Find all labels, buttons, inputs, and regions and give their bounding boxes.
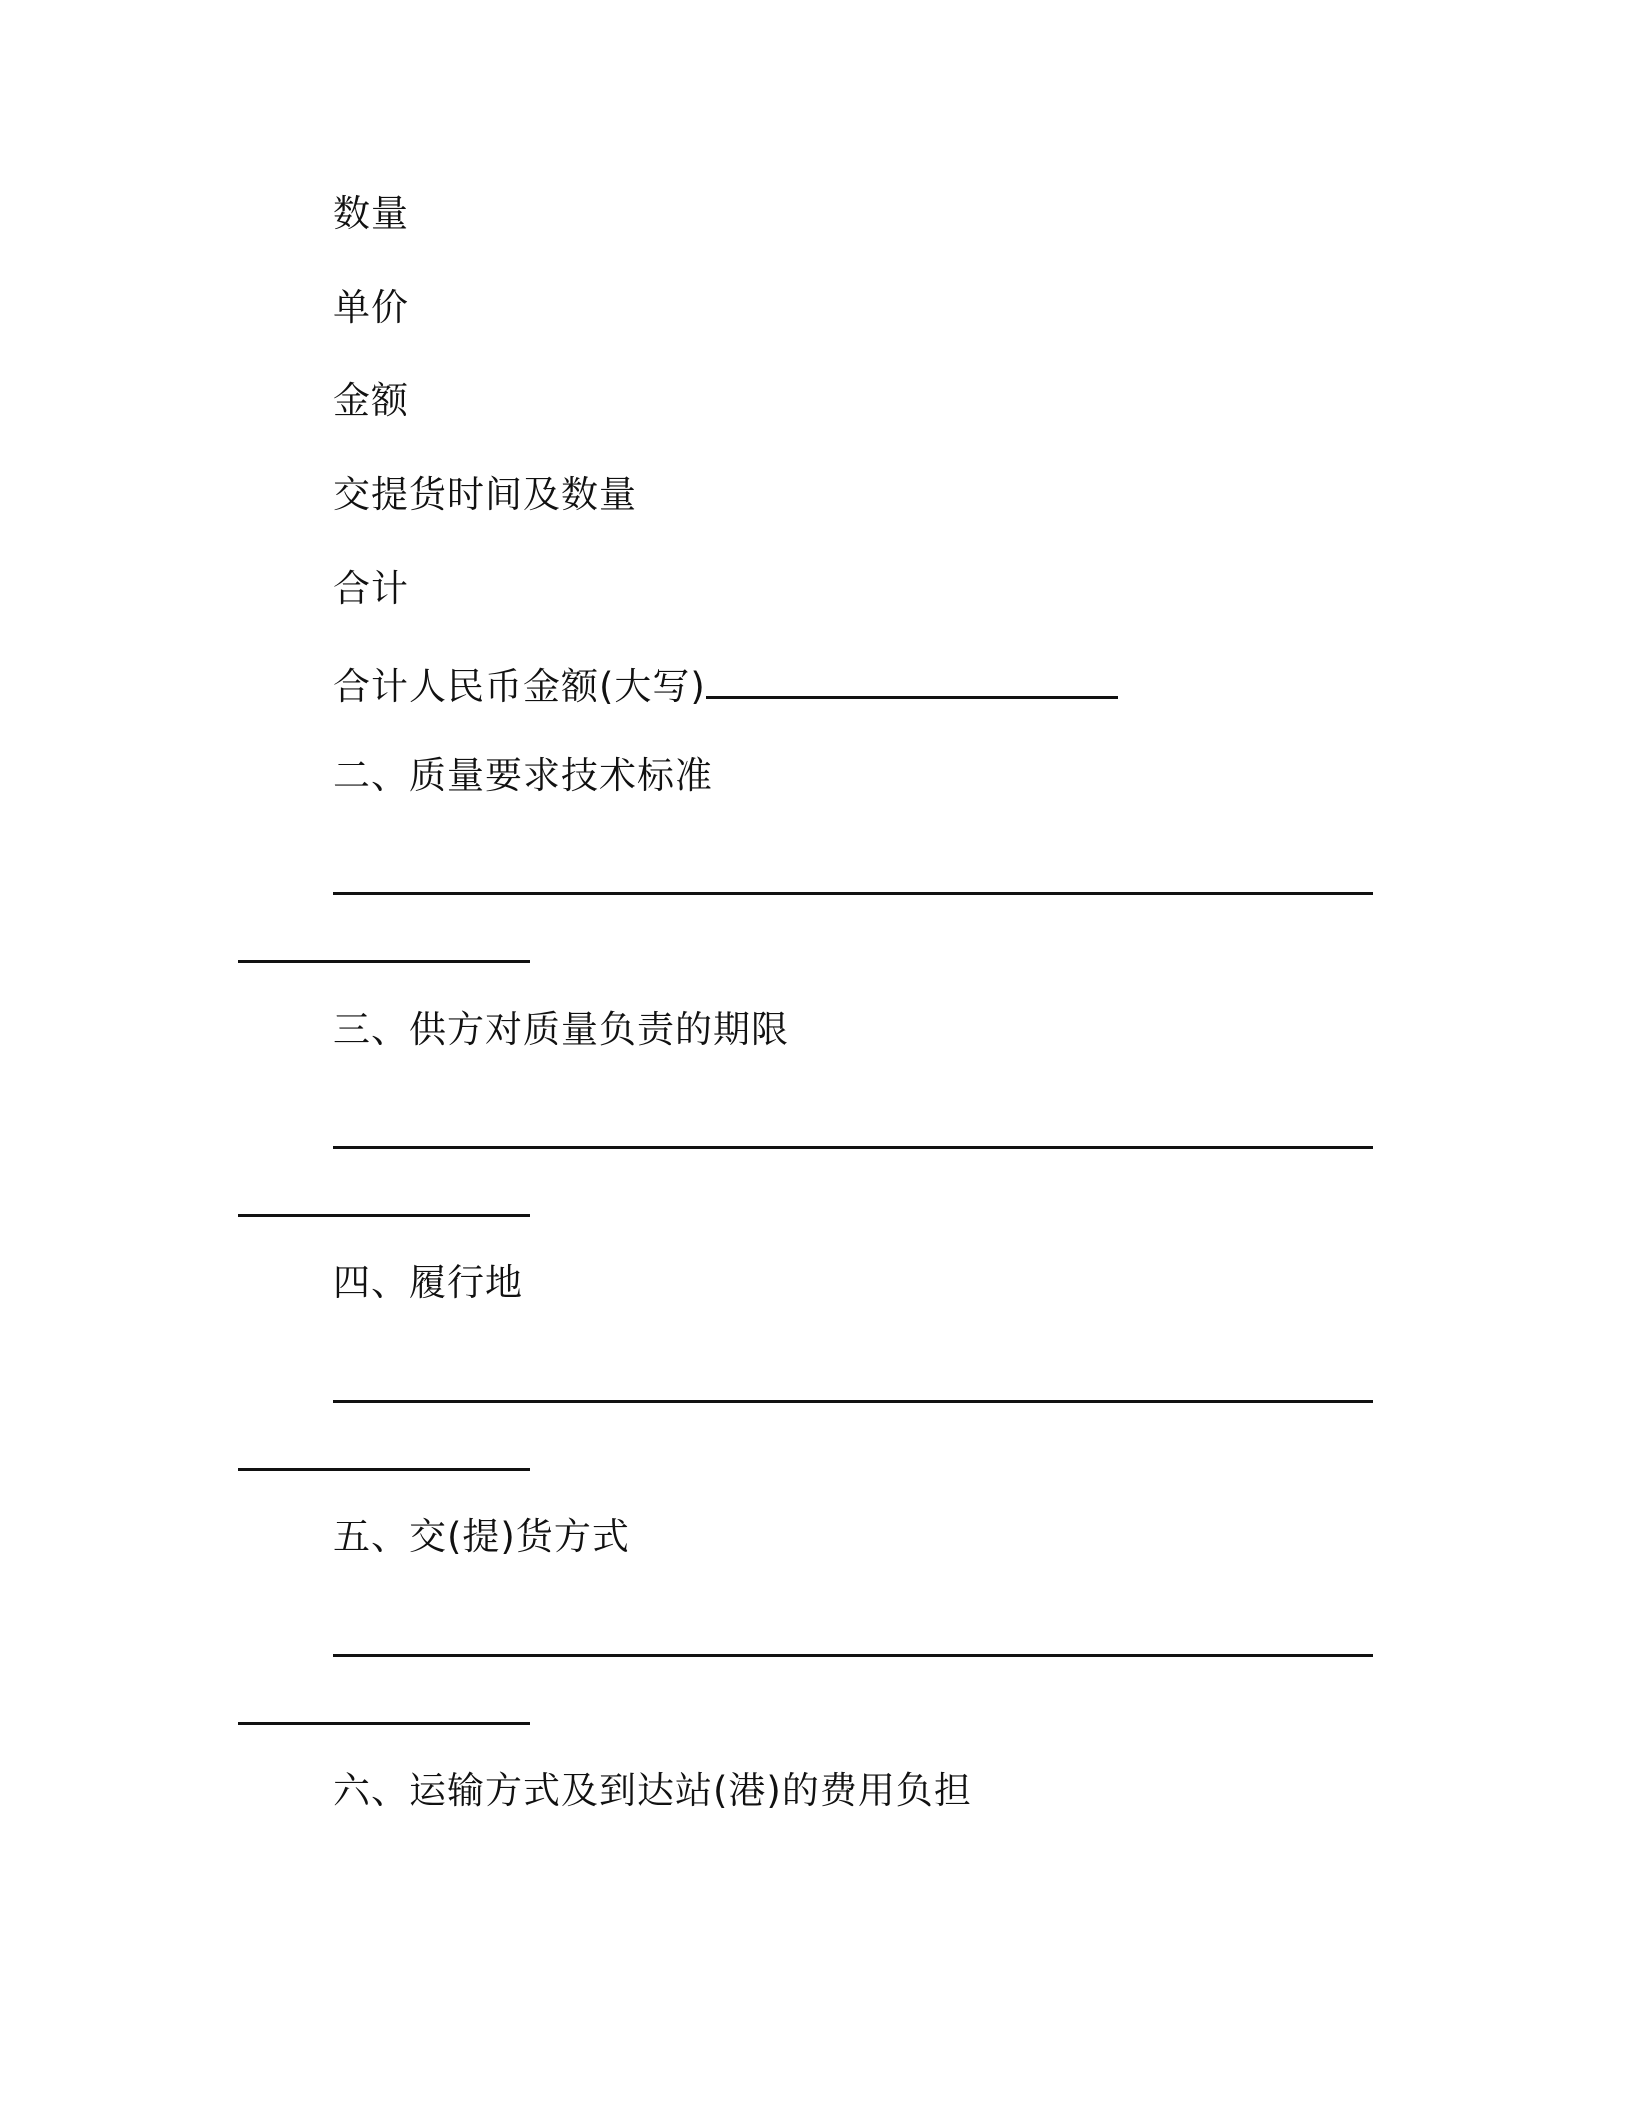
quality-period-blank-line-1[interactable] [333, 1146, 1373, 1149]
delivery-method-blank-line-1[interactable] [333, 1654, 1373, 1657]
item-delivery-time-quantity: 交提货时间及数量 [333, 473, 637, 516]
section-place-of-performance: 四、履行地 [333, 1261, 523, 1304]
section-quality-period: 三、供方对质量负责的期限 [333, 1008, 789, 1051]
section-transport-costs: 六、运输方式及到达站(港)的费用负担 [333, 1769, 972, 1812]
item-amount: 金额 [333, 379, 409, 422]
quality-period-blank-line-2[interactable] [238, 1214, 530, 1217]
total-rmb-label: 合计人民币金额(大写) [333, 665, 706, 708]
total-rmb-line [333, 663, 1118, 711]
item-quantity: 数量 [333, 192, 409, 235]
delivery-method-blank-line-2[interactable] [238, 1722, 530, 1725]
section-quality-standard: 二、质量要求技术标准 [333, 754, 713, 797]
quality-standard-blank-line-2[interactable] [238, 960, 530, 963]
place-blank-line-1[interactable] [333, 1400, 1373, 1403]
item-total: 合计 [333, 567, 409, 610]
item-unit-price: 单价 [333, 286, 409, 329]
place-blank-line-2[interactable] [238, 1468, 530, 1471]
total-rmb-blank[interactable] [706, 668, 1118, 699]
quality-standard-blank-line-1[interactable] [333, 892, 1373, 895]
section-delivery-method: 五、交(提)货方式 [333, 1515, 630, 1558]
